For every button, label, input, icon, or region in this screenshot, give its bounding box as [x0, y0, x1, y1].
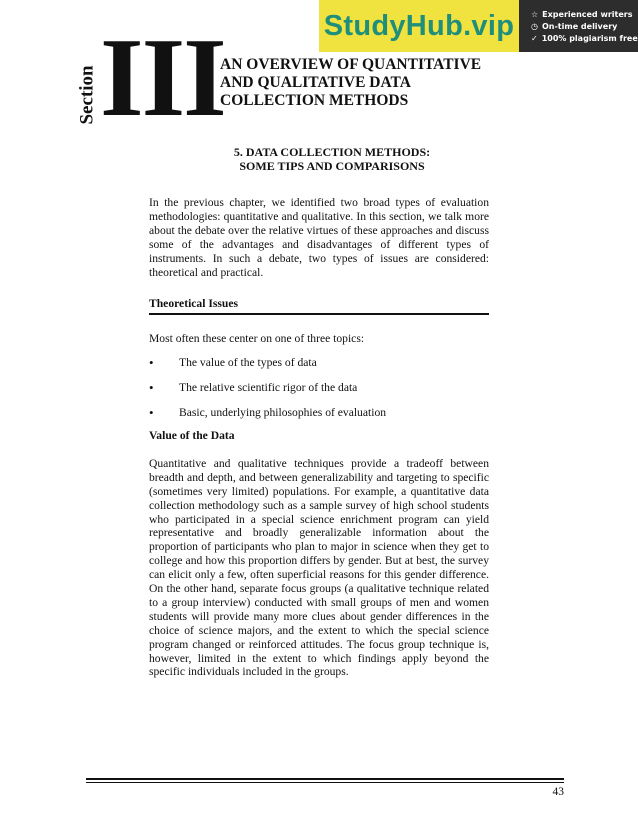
ad-feature-text: On-time delivery: [541, 21, 618, 31]
ad-feature-text: 100% plagiarism free: [541, 33, 638, 43]
ad-feature-list: [519, 0, 638, 52]
ad-brand-text: StudyHub.vip: [323, 9, 515, 42]
subtitle-line: SOME TIPS AND COMPARISONS: [239, 159, 425, 173]
section-numeral: III: [100, 16, 225, 140]
list-item: [149, 406, 489, 421]
star-outline-icon: ☆: [531, 9, 539, 19]
subsection-heading: Value of the Data: [149, 428, 235, 442]
page-number: 43: [552, 786, 564, 798]
section-word: Section: [77, 65, 99, 125]
page-title-line: AN OVERVIEW OF QUANTITATIVE: [220, 56, 482, 73]
page-title-line: AND QUALITATIVE DATA: [220, 74, 411, 91]
intro-paragraph: In the previous chapter, we identified two broad types of evaluation methodologies: quantitative and qualitative. In this section, we talk more about the debate over the relative virtues of these approaches and discuss some of the advantages and disadvantages of different types of instruments. In such a debate, two types of issues are considered: theoretical and practical.: [149, 196, 489, 279]
subtitle-line: 5. DATA COLLECTION METHODS:: [233, 145, 431, 159]
body-content: [149, 196, 489, 679]
footer-divider: [86, 778, 564, 780]
ad-feature: [531, 34, 638, 43]
section-heading: Theoretical Issues: [149, 297, 489, 315]
topic-list: [149, 356, 489, 421]
section-label: [73, 60, 103, 130]
body-paragraph: Quantitative and qualitative techniques provide a tradeoff between breadth and depth, and between generalizability and targeting to specific (sometimes very limited) populations. For example, a quantitative data collection methodology such as a sample survey of high school students who participated in a special science enrichment program can yield representative and broadly generalizable information about the proportion of participants who plan to major in science when they get to college and how this proportion differs by gender. But at best, the survey can elicit only a few, often superficial reasons for this gender difference. On the other hand, separate focus groups (a qualitative technique related to a group interview) conducted with small groups of men and women students will provide many more clues about gender differences in the choice of science majors, and the extent to which the special science program changed or reinforced attitudes. The focus group technique is, however, limited in the extent to which findings apply beyond the specific individuals included in the groups.: [149, 456, 489, 679]
list-item: [149, 356, 489, 371]
ad-feature: [531, 10, 638, 19]
lead-sentence: Most often these center on one of three topics:: [149, 332, 365, 346]
ad-feature-text: Experienced writers: [542, 9, 633, 19]
chapter-subtitle: [222, 145, 442, 173]
bullet-icon: [149, 356, 179, 371]
ad-feature: [531, 22, 638, 31]
footer-divider-thin: [86, 782, 564, 783]
page-title-line: COLLECTION METHODS: [220, 92, 409, 109]
page-title: [220, 56, 510, 110]
clock-icon: ◷: [531, 21, 538, 31]
ad-logo[interactable]: [319, 0, 519, 52]
list-item: [149, 381, 489, 396]
bullet-icon: [149, 381, 179, 396]
list-item-text: The relative scientific rigor of the data: [179, 381, 358, 395]
checkmark-icon: ✓: [531, 33, 538, 43]
list-item-text: Basic, underlying philosophies of evaluation: [179, 406, 387, 420]
ad-banner[interactable]: [319, 0, 638, 52]
bullet-icon: [149, 406, 179, 421]
list-item-text: The value of the types of data: [179, 356, 317, 370]
